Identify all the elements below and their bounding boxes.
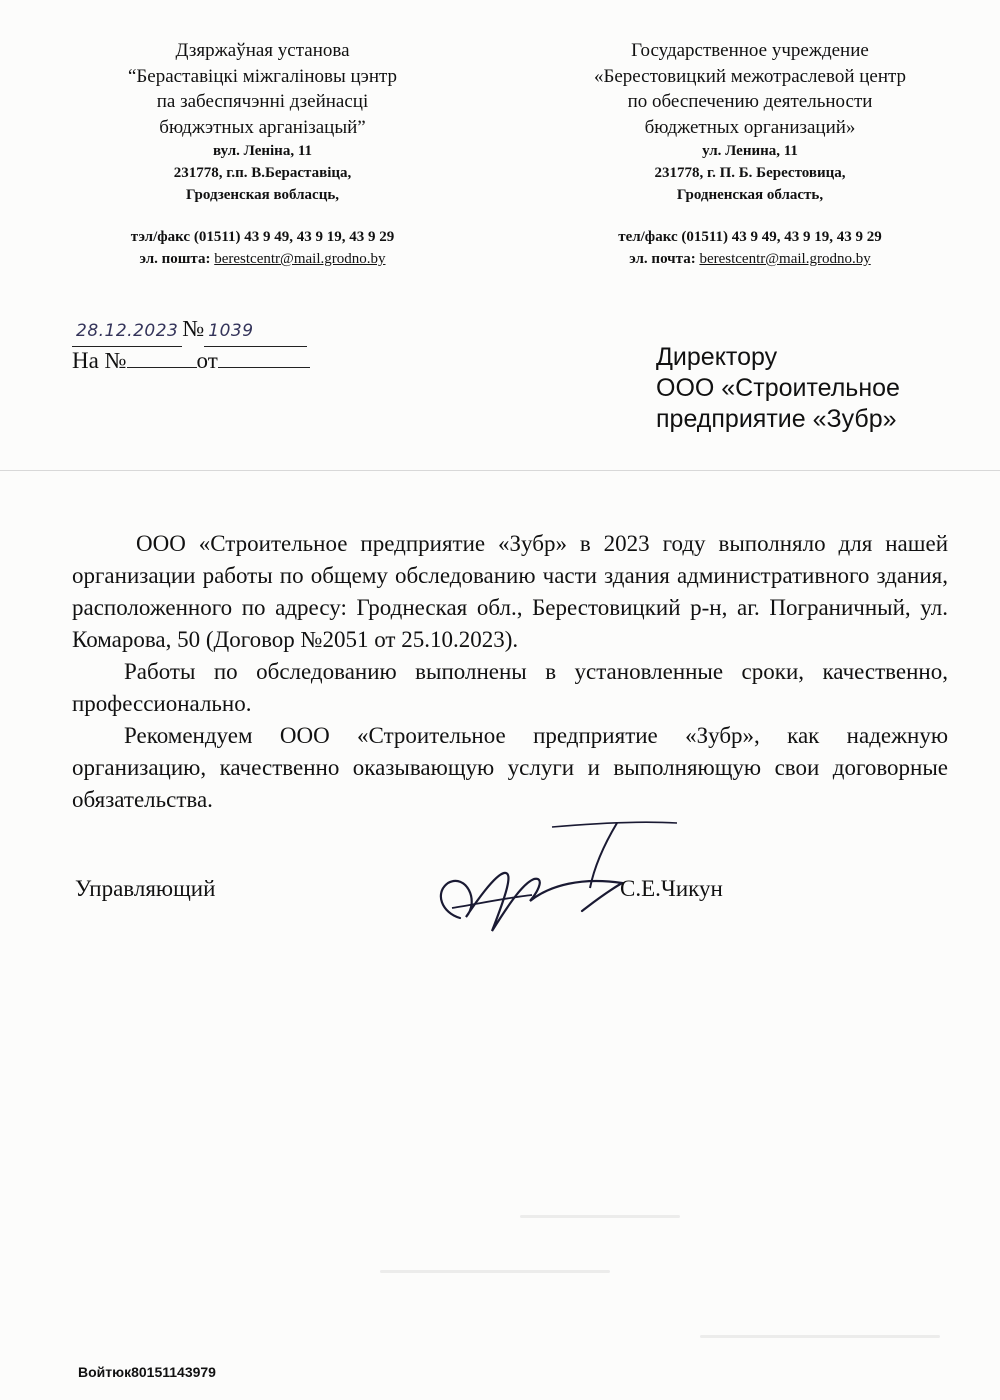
street-address: ул. Ленина, 11 bbox=[702, 143, 798, 159]
scan-artifact bbox=[700, 1335, 940, 1338]
org-type: Дзяржаўная установа bbox=[175, 40, 350, 61]
reply-date-blank bbox=[218, 345, 310, 368]
street-address: вул. Леніна, 11 bbox=[213, 143, 312, 159]
scan-artifact bbox=[380, 1270, 610, 1273]
email-label: эл. почта: bbox=[629, 251, 696, 267]
outgoing-number: 1039 bbox=[204, 316, 307, 347]
executor-note: Войтюк80151143979 bbox=[78, 1364, 216, 1380]
signature-block bbox=[72, 868, 948, 948]
letter-body bbox=[72, 528, 948, 816]
number-label: № bbox=[182, 316, 205, 341]
reply-reference bbox=[72, 345, 310, 376]
org-name-line: бюджэтных арганізацый” bbox=[159, 116, 366, 138]
scan-artifact bbox=[520, 1215, 680, 1218]
header-russian bbox=[565, 38, 935, 270]
email-label: эл. пошта: bbox=[139, 251, 211, 267]
recipient-line: предприятие «Зубр» bbox=[656, 405, 897, 433]
outgoing-date: 28.12.2023 bbox=[72, 316, 182, 347]
recipient-block bbox=[656, 342, 900, 435]
email-link[interactable]: berestcentr@mail.grodno.by bbox=[214, 251, 386, 267]
reply-label: На № bbox=[72, 348, 127, 373]
org-type: Государственное учреждение bbox=[631, 40, 869, 61]
outgoing-registration bbox=[72, 314, 307, 347]
org-name-line: па забеспячэнні дзейнасці bbox=[156, 91, 369, 112]
phone-fax: тэл/факс (01511) 43 9 49, 43 9 19, 43 9 29 bbox=[130, 229, 395, 245]
from-label: от bbox=[196, 348, 218, 373]
city-address: 231778, г. П. Б. Берестовица, bbox=[654, 165, 846, 181]
region-address: Гродзенская вобласць, bbox=[185, 187, 340, 203]
body-paragraph: ООО «Строительное предприятие «Зубр» в 2023 году выполняло для нашей организации работы по общему обследованию части здания административного здания, расположенного по адресу: Гроднеская обл., Берестовицкий р-н, аг. Пограничный, ул. Комарова, 50 (Договор №2051 от 25.10.2023). bbox=[72, 531, 948, 652]
signatory-title: Управляющий bbox=[75, 876, 216, 901]
signatory-name: С.Е.Чикун bbox=[620, 876, 723, 901]
header-belarusian bbox=[85, 38, 440, 270]
org-name-line: “Бераставіцкі міжгаліновы цэнтр bbox=[127, 65, 398, 87]
reply-number-blank bbox=[127, 345, 197, 368]
region-address: Гродненская область, bbox=[676, 187, 824, 203]
org-name-line: по обеспечению деятельности bbox=[627, 91, 873, 112]
org-name-line: бюджетных организаций» bbox=[644, 116, 856, 138]
phone-fax: тел/факс (01511) 43 9 49, 43 9 19, 43 9 29 bbox=[618, 229, 882, 245]
email-link[interactable]: berestcentr@mail.grodno.by bbox=[699, 251, 871, 267]
fold-divider bbox=[0, 470, 1000, 471]
body-paragraph: Рекомендуем ООО «Строительное предприятие «Зубр», как надежную организацию, качественно оказывающую услуги и выполняющую свои договорные обязательства. bbox=[72, 723, 948, 812]
org-name-line: «Берестовицкий межотраслевой центр bbox=[593, 65, 907, 87]
city-address: 231778, г.п. В.Бераставіца, bbox=[173, 165, 352, 181]
recipient-line: Директору bbox=[656, 343, 778, 371]
email-line bbox=[565, 248, 935, 270]
body-paragraph: Работы по обследованию выполнены в установленные сроки, качественно, профессионально. bbox=[72, 659, 948, 716]
recipient-line: ООО «Строительное bbox=[656, 374, 900, 402]
email-line bbox=[85, 248, 440, 270]
